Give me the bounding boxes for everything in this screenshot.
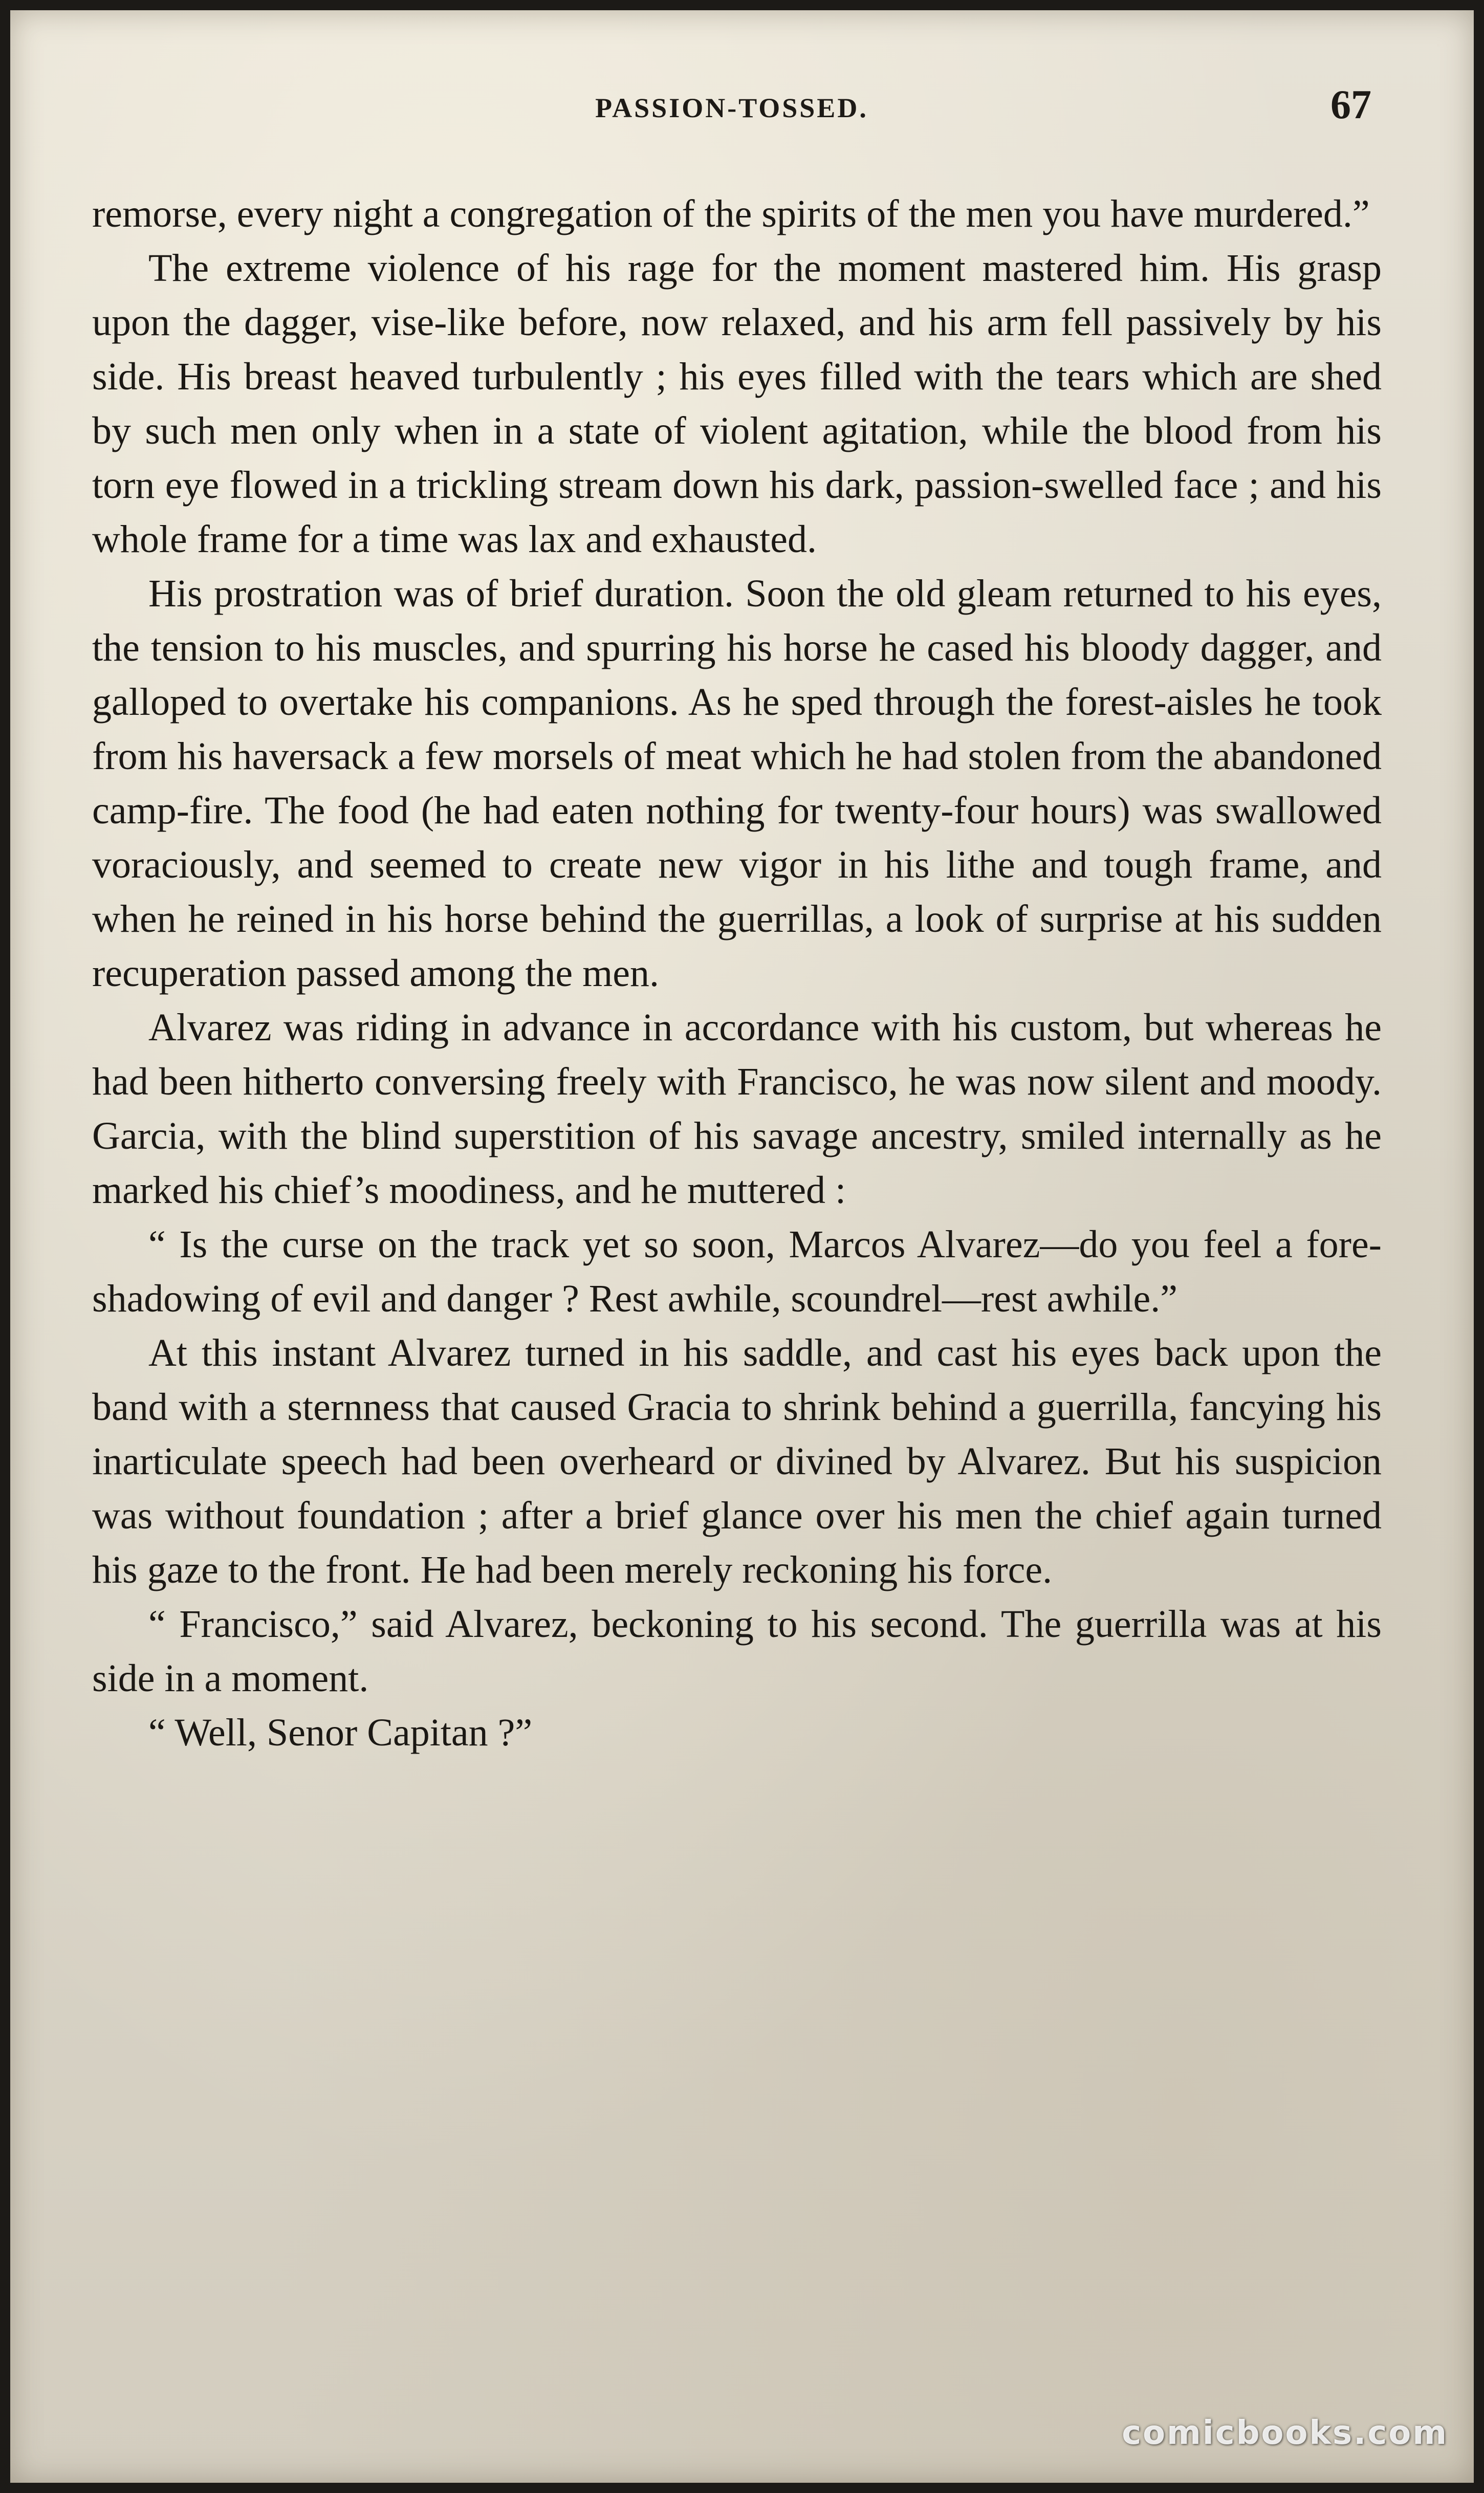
- paragraph: At this instant Alvarez turned in his saddle, and cast his eyes back upon the band with a sternness that caused Gracia to shrink behind a guerrilla, fancying his inarticulate speech had been overheard or divined by Alvarez. But his suspicion was without foundation ; after a brief glance over his men the chief again turned his gaze to the front. He had been merely reckoning his force.: [92, 1331, 1382, 1591]
- body-text: [92, 187, 1382, 1760]
- running-head: [92, 82, 1371, 138]
- paragraph: The extreme violence of his rage for the moment mastered him. His grasp upon the dagger, vise-like before, now relaxed, and his arm fell passively by his side. His breast heaved turbulently ; his eyes filled with the tears which are shed by such men only when in a state of violent agitation, while the blood from his torn eye flowed in a trickling stream down his dark, passion-swelled face ; and his whole frame for a time was lax and exhausted.: [92, 247, 1382, 561]
- running-title: PASSION-TOSSED.: [595, 93, 868, 123]
- paragraph: “ Well, Senor Capitan ?”: [148, 1711, 533, 1754]
- book-page: [10, 10, 1474, 2483]
- paragraph: “ Francisco,” said Alvarez, beckoning to his second. The guerrilla was at his side in a moment.: [92, 1603, 1382, 1700]
- paragraph: “ Is the curse on the track yet so soon, Marcos Alvarez—do you feel a fore-shadowing of evil and danger ? Rest awhile, scoundrel—rest awhile.”: [92, 1223, 1382, 1320]
- page-number: 67: [1330, 82, 1371, 127]
- watermark: comicbooks.com: [1122, 2414, 1448, 2452]
- paragraph: His prostration was of brief duration. Soon the old gleam returned to his eyes, the tension to his muscles, and spurring his horse he cased his bloody dagger, and galloped to overtake his companions. As he sped through the forest-aisles he took from his haversack a few morsels of meat which he had stolen from the abandoned camp-fire. The food (he had eaten nothing for twenty-four hours) was swallowed voraciously, and seemed to create new vigor in his lithe and tough frame, and when he reined in his horse behind the guerrillas, a look of surprise at his sudden recuperation passed among the men.: [92, 572, 1382, 995]
- paragraph: Alvarez was riding in advance in accordance with his custom, but whereas he had been hitherto conversing freely with Francisco, he was now silent and moody. Garcia, with the blind superstition of his savage ancestry, smiled internally as he marked his chief’s moodiness, and he muttered :: [92, 1006, 1382, 1212]
- paragraph: remorse, every night a congregation of the spirits of the men you have murdered.”: [92, 192, 1370, 235]
